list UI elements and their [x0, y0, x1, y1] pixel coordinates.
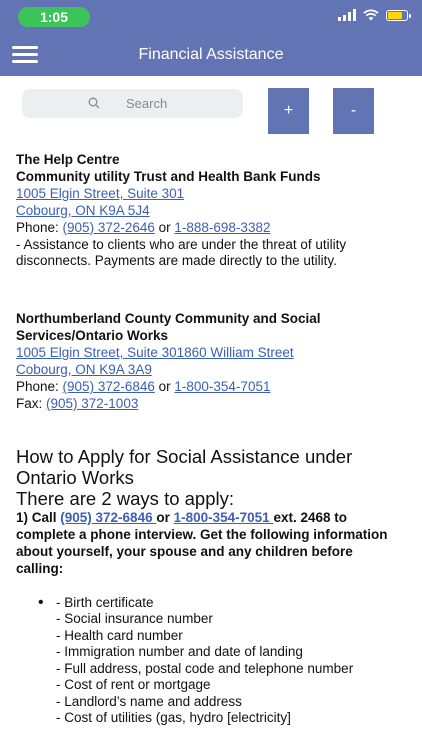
content — [16, 152, 396, 727]
org1-phone-label: Phone: — [16, 219, 63, 235]
org2-fax-link[interactable]: (905) 372-1003 — [46, 395, 139, 411]
org2-phone-label: Phone: — [16, 378, 63, 394]
org1-address-line2-link[interactable]: Cobourg, ON K9A 5J4 — [16, 202, 150, 218]
org2-address-line1-link[interactable]: 1005 Elgin Street, Suite 301860 William Street — [16, 345, 294, 361]
apply-heading: How to Apply for Social Assistance under Ontario Works — [16, 445, 353, 488]
org1-description: - Assistance to clients who are under the threat of utility disconnects. Payments are made directly to the utility. — [16, 236, 347, 269]
list-item — [16, 644, 396, 661]
status-icons — [338, 9, 408, 21]
org1-program: Community utility Trust and Health Bank Funds — [16, 168, 321, 184]
zoom-in-button[interactable]: + — [268, 88, 309, 134]
org2-phone1-link[interactable]: (905) 372-6846 — [62, 378, 155, 394]
cellular-signal-icon — [338, 9, 356, 21]
org1-phone1-link[interactable]: (905) 372-2646 — [62, 219, 155, 235]
battery-fill — [388, 12, 402, 19]
org2-name: Northumberland County Community and Social Services/Ontario Works — [16, 311, 321, 344]
list-item-text: - Landlord’s name and address — [56, 693, 242, 709]
page-title: Financial Assistance — [138, 46, 284, 63]
list-item-text: - Cost of rent or mortgage — [56, 677, 211, 693]
apply-phone2-link[interactable]: 1-800-354-7051 — [173, 509, 274, 525]
org2-phone2-link[interactable]: 1-800-354-7051 — [174, 378, 271, 394]
list-item-text: - Birth certificate — [56, 594, 154, 610]
list-item — [16, 677, 396, 694]
search-icon — [88, 97, 100, 109]
apply-phone1-link[interactable]: (905) 372-6846 — [60, 509, 157, 525]
org2-or: or — [154, 378, 175, 394]
wifi-icon — [363, 9, 379, 21]
apply-ways-heading: There are 2 ways to apply: — [16, 487, 234, 509]
list-item-text: - Cost of utilities (gas, hydro [electricity] — [56, 710, 291, 726]
list-bullet: • — [38, 593, 44, 611]
org2-fax-label: Fax: — [16, 395, 47, 411]
search-input[interactable] — [126, 89, 236, 118]
list-item-text: - Social insurance number — [56, 611, 213, 627]
org2-fax-row — [16, 396, 396, 413]
org2-phone-row — [16, 379, 396, 396]
org1-or: or — [154, 219, 175, 235]
org2-address-line2-link[interactable]: Cobourg, ON K9A 3A9 — [16, 362, 152, 378]
zoom-out-button[interactable]: - — [333, 88, 374, 134]
search-bar[interactable] — [22, 89, 243, 118]
list-item — [16, 694, 396, 711]
list-item-text: - Full address, postal code and telephone number — [56, 660, 354, 676]
apply-step-one — [16, 509, 396, 577]
org1-name: The Help Centre — [16, 152, 120, 167]
org1-address-line1-link[interactable]: 1005 Elgin Street, Suite 301 — [16, 185, 185, 201]
list-item-text: - Health card number — [56, 627, 183, 643]
list-item — [16, 661, 396, 678]
list-item — [16, 595, 396, 612]
list-item — [16, 710, 396, 727]
status-time: 1:05 — [18, 7, 90, 27]
step-prefix: 1) Call — [16, 509, 61, 525]
list-item — [16, 611, 396, 628]
list-item-text: - Immigration number and date of landing — [56, 644, 303, 660]
step-suffix: ext. 2468 to complete a phone interview. Get the following information about yourself, your spouse and any children before calling: — [16, 509, 388, 576]
status-bar — [0, 0, 422, 34]
list-item — [16, 628, 396, 645]
battery-icon — [386, 10, 408, 21]
required-documents-list — [16, 595, 396, 727]
org1-phone-row — [16, 220, 396, 237]
org1-phone2-link[interactable]: 1-888-698-3382 — [174, 219, 271, 235]
navigation-bar — [0, 34, 422, 76]
step-or: or — [156, 509, 174, 525]
